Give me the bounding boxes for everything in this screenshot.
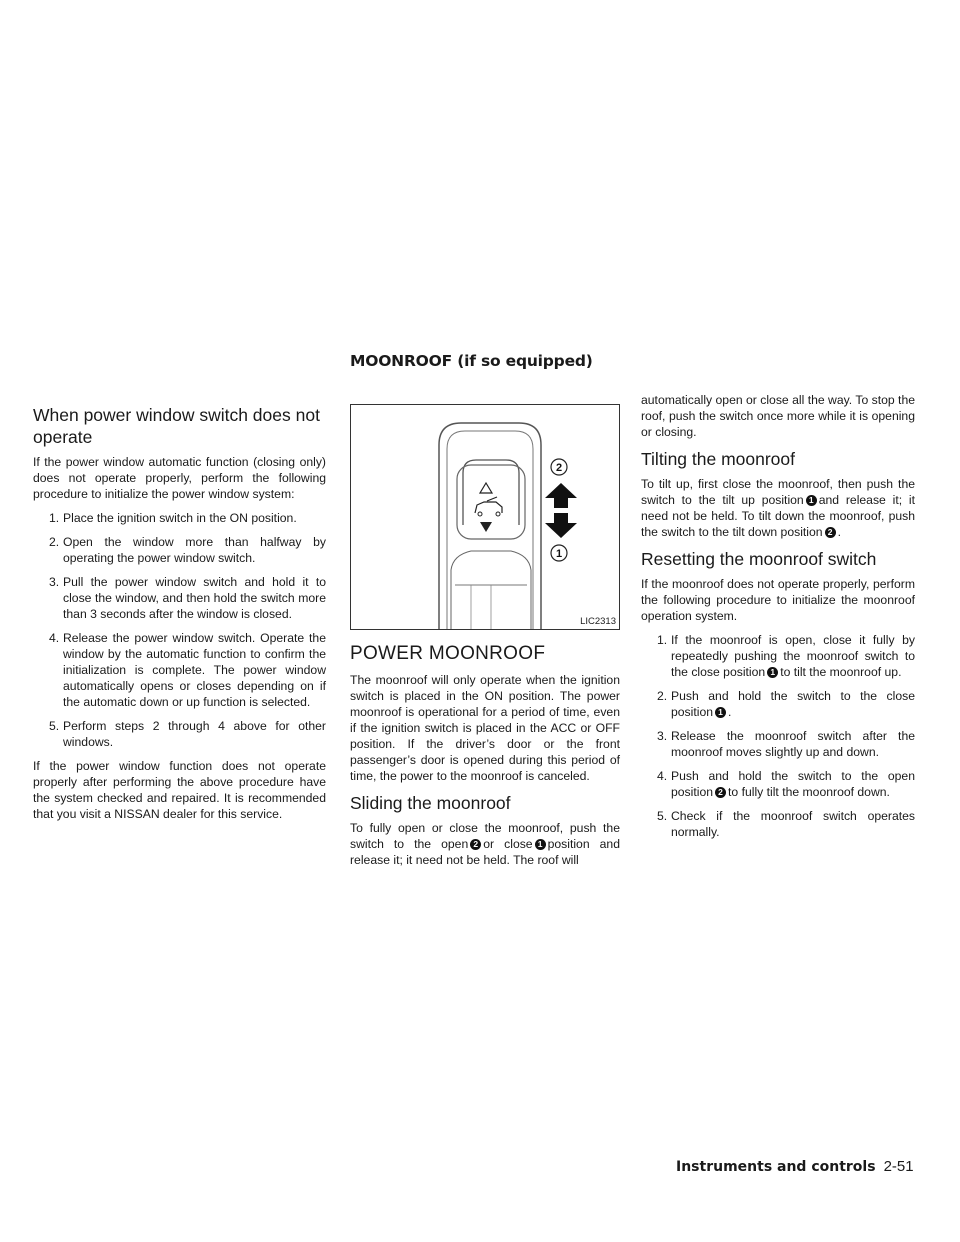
resetting-intro: If the moonroof does not operate properly, perform the following procedure to initialize the moonroof operation system. — [641, 577, 915, 623]
tilting-heading: Tilting the moonroof — [641, 449, 796, 469]
sliding-heading: Sliding the moonroof — [350, 793, 511, 813]
list-item: 1. Place the ignition switch in the ON position. — [49, 511, 297, 525]
callout-1-icon: 1 — [767, 667, 778, 678]
list-item: 4. Push and hold the switch to the open position 2 to fully tilt the moonroof down. — [657, 769, 915, 799]
column-1 — [33, 404, 326, 830]
power-moonroof-heading: POWER MOONROOF — [350, 643, 546, 664]
list-item: 4. Release the power window switch. Operate the window by the automatic function to confirm the initialization is complete. The power window automatically opens or closes depending on if the automatic down or up function is selected. — [49, 631, 326, 709]
sliding-para: To fully open or close the moonroof, push the switch to the open 2 or close 1 position and release it; it need not be held. The roof will — [350, 821, 620, 867]
page-number: 2-51 — [883, 1158, 914, 1175]
list-item: 3. Release the moonroof switch after the moonroof moves slightly up and down. — [657, 729, 915, 759]
figure-code: LIC2313 — [580, 616, 616, 627]
power-window-steps — [33, 510, 326, 750]
section-title: MOONROOF (if so equipped) — [350, 352, 593, 370]
chapter-title: Instruments and controls — [676, 1159, 876, 1175]
callout-1-icon: 1 — [806, 495, 817, 506]
sliding-cont: automatically open or close all the way. To stop the roof, push the switch once more while it is opening or closing. — [641, 393, 915, 439]
callout-1-icon: 1 — [535, 839, 546, 850]
callout-2-icon: 2 — [715, 787, 726, 798]
callout-2: 2 — [555, 462, 563, 474]
moonroof-switch-figure — [350, 404, 620, 630]
callout-2-icon: 2 — [825, 527, 836, 538]
tilting-para: To tilt up, first close the moonroof, then push the switch to the tilt up position 1 and release it; it need not be held. To tilt down the moonroof, push the switch to the tilt down position 2 . — [641, 477, 915, 539]
callout-1-icon: 1 — [715, 707, 726, 718]
power-window-intro: If the power window automatic function (closing only) does not operate properly, perform the following procedure to initialize the power window system: — [33, 455, 326, 501]
list-item: 3. Pull the power window switch and hold it to close the window, and then hold the switch more than 3 seconds after the window is closed. — [49, 575, 326, 621]
list-item: 2. Open the window more than halfway by operating the power window switch. — [49, 535, 326, 565]
list-item: 2. Push and hold the switch to the close position 1 . — [657, 689, 915, 719]
list-item: 5. Perform steps 2 through 4 above for other windows. — [49, 719, 326, 749]
list-item: 5. Check if the moonroof switch operates normally. — [657, 809, 915, 839]
page-footer — [676, 1158, 914, 1175]
power-window-heading: When power window switch does not operate — [33, 405, 320, 447]
power-window-outro: If the power window function does not operate properly after performing the above procedure have the system checked and repaired. It is recommended that you visit a NISSAN dealer for this service. — [33, 759, 326, 821]
moonroof-switch-illustration — [351, 405, 619, 629]
column-3 — [641, 392, 915, 848]
power-moonroof-para: The moonroof will only operate when the ignition switch is placed in the ON position. The power moonroof is operational for a period of time, even if the ignition switch is placed in the ACC or OFF position. If the driver’s door or the front passenger’s door is opened during this period of time, the power to the moonroof is canceled. — [350, 673, 620, 783]
callout-1: 1 — [555, 548, 563, 560]
resetting-heading: Resetting the moonroof switch — [641, 549, 877, 569]
callout-2-icon: 2 — [470, 839, 481, 850]
column-2 — [350, 404, 620, 876]
resetting-steps — [641, 632, 915, 840]
list-item: 1. If the moonroof is open, close it fully by repeatedly pushing the moonroof switch to the close position 1 to tilt the moonroof up. — [657, 633, 915, 679]
